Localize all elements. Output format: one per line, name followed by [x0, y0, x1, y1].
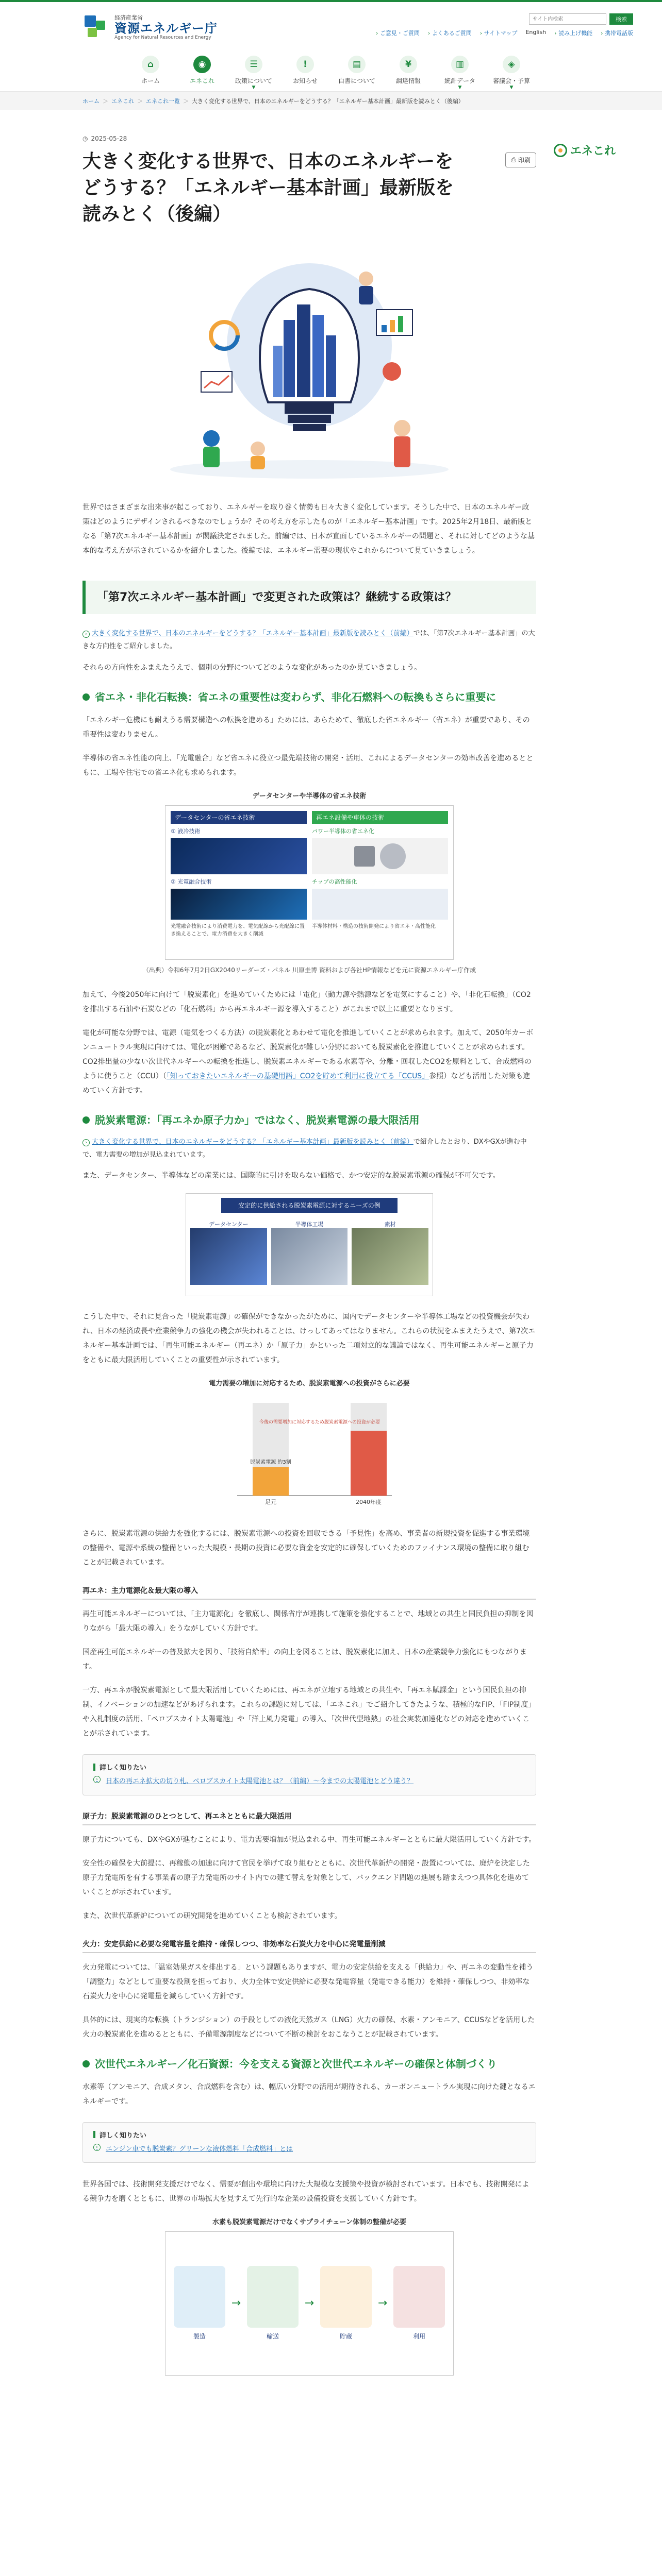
chart-bar-decarbonized	[253, 1467, 289, 1496]
paragraph: 火力発電については、「温室効果ガスを排出する」という課題もありますが、電力の安定供給を支える「供給力」や、再エネの変動性を補う「調整力」などとして重要な役割を担っており、火力全体で安定供給に必要な発電容量（発電できる能力）を維持・確保しつつ、非効率な石炭火力を中心に発電量を減らしていく方針です。	[82, 1963, 534, 2001]
agency-name-en: Agency for Natural Resources and Energy	[114, 35, 211, 41]
semiconductor-factory-image	[271, 1228, 348, 1285]
paragraph: 電化が可能な分野では、電源（電気をつくる方法）の脱炭素化とあわせて電化を推進していくことが求められます。加えて、2050年カーボンニュートラル実現に向けては、電化が困難であるなど、脱炭素化が難しい分野においても脱炭素化を推進していくことが求められます。CO2排出量の少ない次世代ネルギーへの転換を推進し、脱炭素エネルギーである水素等や、分離・回収したCO2を原料として、合成燃料のように使うこと（CCU）（「知っておきたいエネルギーの基礎用語」CO2を貯めて利用に役立てる「CCUS」参照）なども活用した対策も進めていく方針です。	[82, 1029, 534, 1095]
enekore-logo-icon	[554, 144, 567, 157]
hydrogen-production-image	[174, 2266, 225, 2328]
statistics-icon: ▥	[451, 56, 469, 73]
chart-category-label: 足元	[265, 1499, 276, 1506]
search-button[interactable]: 検索	[609, 13, 633, 25]
figure-title: 安定的に供給される脱炭素電源に対するニーズの例	[221, 1198, 398, 1213]
chevron-down-icon: ▼	[252, 85, 256, 90]
figure-label: 半導体工場	[295, 1221, 324, 1228]
section-lead-paragraph: それらの方向性をふまえたうえで、個別の分野についてどのような変化があったのか見ていきましょう。	[82, 663, 422, 672]
agency-logo[interactable]	[82, 13, 218, 40]
figure-title: 水素も脱炭素電源だけでなくサプライチェーン体制の整備が必要	[212, 2218, 406, 2226]
paragraph: 原子力についても、DXやGXが進むことにより、電力需要増加が見込まれる中、再生可能エネルギーとともに最大限活用していく方針です。	[82, 1835, 536, 1844]
arrow-right-icon: →	[377, 2297, 388, 2310]
hero-lightbulb-city-image	[155, 243, 464, 485]
home-icon: ⌂	[142, 56, 159, 73]
breadcrumb	[0, 92, 662, 110]
council-icon: ◈	[503, 56, 520, 73]
figure-investment-chart	[82, 1378, 536, 1511]
hydrogen-use-image	[393, 2266, 445, 2328]
calendar-icon: ◷	[82, 135, 88, 142]
arrow-right-icon: →	[304, 2297, 315, 2310]
paragraph: 世界各国では、技術開発支援だけでなく、需要が創出や環境に向けた大規模な支援策や投資が検討されています。日本でも、技術開発による競争力を磨くとともに、世界の市場拡大を見すえて先行的な企業の設備投資を支援していく方針です。	[82, 2180, 529, 2203]
figure-item: チップの高性能化	[312, 878, 357, 885]
paragraph: 一方、再エネが脱炭素電源として最大限活用していくためには、再エネが立地する地域との共生や、「再エネ賦課金」という国民負担の抑制、イノベーションの加速などがあげられます。これらの課題に対しては、「エネこれ」でご紹介してきたような、積極的なFIP、「FIP制度」や入札制度の活用、「ペロブスカイト太陽電池」や「洋上風力発電」の導入、「次世代型地熱」の社会実装加速化などの対応を進めていくことが示されています。	[82, 1686, 536, 1738]
hydrogen-transport-image	[247, 2266, 299, 2328]
figure-item: ② 光電融合技術	[171, 878, 212, 885]
util-link-sitemap[interactable]: › サイトマップ	[480, 29, 518, 37]
chevron-down-icon: ▼	[509, 85, 514, 90]
breadcrumb-separator-icon: ＞	[183, 98, 189, 105]
figure-panel-right-title: 再エネ設備や車体の技術	[312, 811, 448, 824]
utility-area	[376, 13, 633, 37]
nav-enekore[interactable]: ◉ エネこれ	[176, 49, 228, 91]
chart-category-label: 2040年度	[356, 1499, 382, 1506]
label-bar-icon	[93, 2131, 95, 2138]
related-links-box: 詳しく知りたい › エンジン車でも脱炭素？グリーンな液体燃料「合成燃料」とは	[82, 2122, 536, 2163]
paragraph: さらに、脱炭素電源の供給力を強化するには、脱炭素電源への投資を回収できる「予見性」を高め、事業者の新規投資を促進する事業環境の整備や、電源や系統の整備といった大規模・長期の投資に必要な資金を安定的に確保していくためのファイナンス環境の整備に取り組むことが記載されています。	[82, 1530, 530, 1567]
figure-caption: （出典）令和6年7月2日GX2040リーダーズ・パネル 川原圭博 資料および各社HP情報などを元に資源エネルギー庁作成	[142, 966, 476, 974]
power-semiconductor-image	[312, 838, 448, 874]
breadcrumb-separator-icon: ＞	[103, 98, 108, 105]
figure-label: 貯蔵	[340, 2333, 353, 2341]
link-previous-article[interactable]: 大きく変化する世界で、日本のエネルギーをどうする？「エネルギー基本計画」最新版を読みとく（前編）	[92, 630, 413, 638]
paragraph: 加えて、今後2050年に向けて「脱炭素化」を進めていくためには「電化」（動力源や熱源などを電気にすること）や、「非化石転換」（CO2を排出する石油や石炭などの「化石燃料」から再エネルギー源を導入すること）がこれまで以上に重要となります。	[82, 991, 531, 1014]
arrow-right-icon: ›	[82, 1139, 90, 1146]
bullet-dot-icon	[82, 2060, 90, 2067]
figure-label: 製造	[193, 2333, 206, 2341]
link-previous-article[interactable]: 大きく変化する世界で、日本のエネルギーをどうする？「エネルギー基本計画」最新版を読みとく（前編）	[92, 1138, 413, 1146]
related-links-box: 詳しく知りたい › 日本の再エネ拡大の切り札、ペロブスカイト太陽電池とは？（前編）〜今までの太陽電池とどう違う？	[82, 1754, 536, 1795]
chart-annotation: 脱炭素電源 約3割	[250, 1460, 291, 1466]
figure-label: 利用	[413, 2333, 426, 2341]
paragraph: 再生可能エネルギーについては、「主力電源化」を徹底し、関係省庁が連携して施策を強化することで、地域との共生と国民負担の抑制を図りながら「最大限の導入」をうながしていく方針です。	[82, 1610, 534, 1633]
printer-icon: ⎙	[511, 156, 516, 163]
enekore-icon: ◉	[193, 56, 211, 73]
paragraph: 「エネルギー危機にも耐えうる需要構造への転換を進める」ためには、あらためて、徹底した省エネルギー（省エネ）が重要であり、その重要性は変わりません。	[82, 716, 530, 739]
breadcrumb-enekore[interactable]: エネこれ	[111, 98, 134, 105]
link-ccus-glossary[interactable]: 「知っておきたいエネルギーの基礎用語」CO2を貯めて利用に役立てる「CCUS」	[166, 1072, 429, 1081]
figure-demand-needs	[82, 1193, 536, 1296]
nav-council[interactable]: ◈ 審議会・予算 ▼	[486, 49, 537, 91]
related-link[interactable]: › エンジン車でも脱炭素？グリーンな液体燃料「合成燃料」とは	[93, 2144, 525, 2155]
arrow-right-icon: ›	[93, 1776, 101, 1783]
nav-policy[interactable]: ☰ 政策について ▼	[228, 49, 279, 91]
figure-label: 輸送	[266, 2333, 279, 2341]
global-nav	[0, 49, 662, 92]
chevron-down-icon: ▼	[458, 85, 462, 90]
nav-whitepaper[interactable]: ▤ 白書について	[331, 49, 383, 91]
label-bar-icon	[93, 1764, 95, 1771]
breadcrumb-separator-icon: ＞	[137, 98, 143, 105]
nav-home[interactable]: ⌂ ホーム	[125, 49, 176, 91]
hydrogen-storage-image	[320, 2266, 372, 2328]
search-input[interactable]	[529, 13, 606, 25]
procurement-icon: ¥	[400, 56, 417, 73]
page-body	[0, 110, 662, 2412]
bullet-dot-icon	[82, 1116, 90, 1124]
figure-note: 半導体材料・構造の技術開発により省エネ・高性能化	[312, 923, 436, 929]
figure-item: パワー半導体の省エネ化	[312, 827, 374, 835]
materials-factory-image	[352, 1228, 428, 1285]
article-date: ◷ 2025-05-28	[82, 135, 127, 142]
figure-note: 光電融合技術により消費電力を、電気配線から光配線に置き換えることで、電力消費を大きく削減	[171, 923, 305, 937]
util-link-feedback[interactable]: › ご意見・ご質問	[376, 29, 420, 37]
related-link[interactable]: › 日本の再エネ拡大の切り札、ペロブスカイト太陽電池とは？（前編）〜今までの太陽電池とどう違う？	[93, 1776, 525, 1787]
arrow-right-icon: →	[231, 2297, 241, 2310]
site-header	[0, 0, 662, 49]
paragraph: 具体的には、現実的な転換（トランジション）の手段としての液化天然ガス（LNG）火力の確保、水素・アンモニア、CCUSなどを活用した火力の脱炭素化を進めるとともに、予備電源制度などについて不断の検討をおこなうことが記載されています。	[82, 2015, 535, 2039]
breadcrumb-current: 大きく変化する世界で、日本のエネルギーをどうする？「エネルギー基本計画」最新版を読みとく（後編）	[192, 98, 464, 105]
photonics-image	[171, 889, 307, 920]
policy-icon: ☰	[245, 56, 262, 73]
figure-item: ① 液冷技術	[171, 827, 201, 835]
chart-bar-decarbonized	[351, 1431, 387, 1496]
figure-label: データセンター	[209, 1221, 249, 1228]
breadcrumb-enekore-list[interactable]: エネこれ一覧	[146, 98, 180, 105]
article	[82, 135, 536, 2381]
paragraph: また、データセンター、半導体などの産業には、国際的に引けを取らない価格で、かつ安定的な脱炭素電源の確保が不可欠です。	[82, 1172, 500, 1180]
bullet-dot-icon	[82, 693, 90, 701]
subheading-energy-saving: 省エネ・非化石転換：省エネの重要性は変わらず、非化石燃料への転換もさらに重要に	[82, 689, 536, 705]
chart-title: 電力需要の増加に対応するため、脱炭素電源への投資がさらに必要	[209, 1380, 410, 1388]
reference-paragraph: › 大きく変化する世界で、日本のエネルギーをどうする？「エネルギー基本計画」最新版を読みとく（前編）で紹介したとおり、DXやGXが進む中で、電力需要の増加が見込まれています。	[82, 1138, 527, 1159]
chart-annotation: 今後の需要増加に対応するため脱炭素電源への投資が必要	[259, 1420, 380, 1426]
whitepaper-icon: ▤	[348, 56, 366, 73]
paragraph: 安全性の確保を大前提に、再稼働の加速に向けて官民を挙げて取り組むとともに、次世代革新炉の開発・設置については、廃炉を決定した原子力発電所を有する事業者の原子力発電所のサイト内での建て替えを対象として、バックエンド問題の進展も踏まえつつ具体化を進めていくことが示されています。	[82, 1859, 530, 1896]
figure-panel-left-title: データセンターの省エネ技術	[171, 811, 307, 824]
liquid-cooling-image	[171, 838, 307, 874]
paragraph: 半導体の省エネ性能の向上、「光電融合」など省エネに役立つ最先端技術の開発・活用、これによるデータセンターの効率改善を進めるとともに、工場や住宅での省エネ化も求められます。	[82, 754, 534, 777]
print-button[interactable]: ⎙ 印刷	[505, 152, 536, 167]
utility-links	[376, 29, 633, 37]
subsection-heading-nuclear: 原子力：脱炭素電源のひとつとして、再エネとともに最大限活用	[82, 1811, 536, 1825]
mobile-link[interactable]: › 携帯電話版	[601, 29, 633, 37]
lang-english-link[interactable]: English	[525, 29, 547, 36]
figure-datacenter-tech	[82, 790, 536, 960]
paragraph: 国産再生可能エネルギーの普及拡大を図り、「技術自給率」の向上を図ることは、脱炭素化に加え、日本の産業競争力強化にもつながります。	[82, 1648, 527, 1671]
subheading-decarbonized-power: 脱炭素電源：「再エネか原子力か」ではなく、脱炭素電源の最大限活用	[82, 1112, 536, 1128]
paragraph: また、次世代革新炉についての研究開発を進めていくことも検討されています。	[82, 1911, 342, 1920]
section-heading: 「第7次エネルギー基本計画」で変更された政策は？継続する政策は？	[97, 591, 457, 604]
hero-illustration	[82, 243, 536, 485]
section-heading-box	[82, 581, 536, 614]
agency-name: 資源エネルギー庁	[114, 21, 218, 36]
nav-news[interactable]: ! お知らせ	[279, 49, 331, 91]
reference-paragraph: › 大きく変化する世界で、日本のエネルギーをどうする？「エネルギー基本計画」最新版を読みとく（前編）では、「第7次エネルギー基本計画」の大きな方向性をご紹介しました。	[82, 630, 535, 651]
subheading-next-gen-energy: 次世代エネルギー／化石資源：今を支える資源と次世代エネルギーの確保と体制づくり	[82, 2056, 536, 2072]
util-link-faq[interactable]: › よくあるご質問	[428, 29, 472, 37]
arrow-right-icon: ›	[82, 631, 90, 638]
page-title: 大きく変化する世界で、日本のエネルギーをどうする？「エネルギー基本計画」最新版を読みとく（後編）	[82, 151, 454, 225]
nav-statistics[interactable]: ▥ 統計データ ▼	[434, 49, 486, 91]
news-icon: !	[296, 56, 314, 73]
subsection-heading-renewables: 再エネ：主力電源化＆最大限の導入	[82, 1585, 536, 1600]
datacenter-image	[190, 1228, 267, 1285]
figure-label: 素材	[384, 1221, 396, 1228]
investment-bar-chart	[217, 1393, 402, 1511]
arrow-right-icon: ›	[93, 2144, 101, 2151]
figure-hydrogen-supply-chain	[82, 2216, 536, 2376]
read-aloud-link[interactable]: › 読み上げ機能	[554, 29, 592, 37]
sidebar	[554, 135, 631, 2381]
paragraph: 水素等（アンモニア、合成メタン、合成燃料を含む）は、幅広い分野での活用が期待される、カーボンニュートラル実現に向けた鍵となるエネルギーです。	[82, 2082, 536, 2106]
intro-paragraph: 世界ではさまざまな出来事が起こっており、エネルギーを取り巻く情勢も日々大きく変化しています。そうした中で、日本のエネルギー政策はどのようにデザインされるべきなのでしょうか？その考え方を示したものが「エネルギー基本計画」です。2025年2月18日、最新版となる「第7次エネルギー基本計画」が閣議決定されました。前編では、日本が直面しているエネルギーの問題と、それに対してどのような基本的な考え方が示されているかを紹介しました。後編では、エネルギー需要の現状やこれからについて見ていきましょう。	[82, 503, 535, 555]
enekore-brand-logo[interactable]: エネこれ	[554, 142, 631, 158]
figure-title: データセンターや半導体の省エネ技術	[252, 792, 367, 800]
nav-procurement[interactable]: ¥ 調達情報	[383, 49, 434, 91]
ministry-name: 経済産業省	[114, 14, 143, 21]
subsection-heading-thermal: 火力：安定供給に必要な発電容量を維持・確保しつつ、非効率な石炭火力を中心に発電量削減	[82, 1939, 536, 1953]
chip-image	[312, 889, 448, 920]
breadcrumb-home[interactable]: ホーム	[82, 98, 100, 105]
agency-logo-mark-icon	[82, 13, 109, 40]
paragraph: こうした中で、それに見合った「脱炭素電源」の確保ができなかったがために、国内でデータセンターや半導体工場などの投資機会が失われ、日本の経済成長や産業競争力の強化の機会が失われることは、けっしてあってはなりません。これらの状況をふまえたうえで、第7次エネルギー基本計画では、「再生可能エネルギー（再エネ）か「原子力」かといった二項対立的な議論ではなく、再生可能エネルギーと原子力をともに最大限活用していくことの重要性が示されています。	[82, 1313, 536, 1365]
